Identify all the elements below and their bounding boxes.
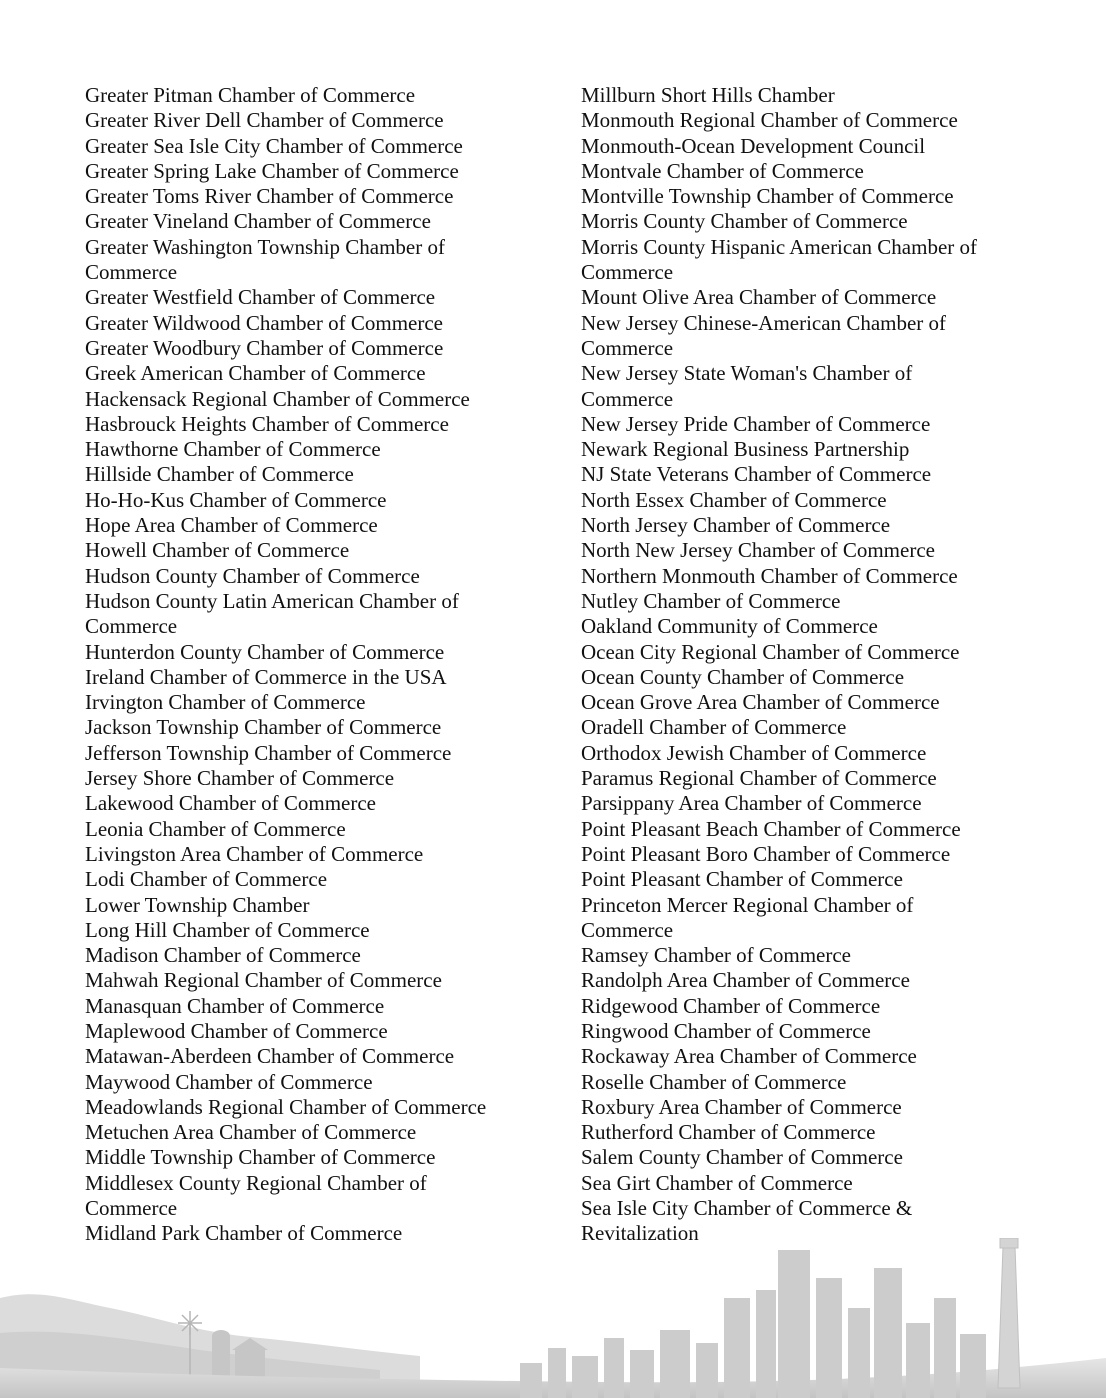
left-column-list-item: Hackensack Regional Chamber of Commerce (85, 386, 470, 411)
right-column-list-item: Roxbury Area Chamber of Commerce (581, 1094, 902, 1119)
left-column-list-item: Leonia Chamber of Commerce (85, 816, 346, 841)
right-column-list-item: New Jersey Pride Chamber of Commerce (581, 411, 931, 436)
left-column-list-item: Meadowlands Regional Chamber of Commerce (85, 1094, 487, 1119)
lighthouse-shape (998, 1238, 1020, 1388)
left-column-list-item: Midland Park Chamber of Commerce (85, 1221, 403, 1246)
right-column-list-item: Ocean County Chamber of Commerce (581, 664, 905, 689)
right-column-list-item: Parsippany Area Chamber of Commerce (581, 791, 922, 816)
right-column-list-item: New Jersey State Woman's Chamber of (581, 361, 913, 386)
left-column-list-item: Greater Woodbury Chamber of Commerce (85, 335, 444, 360)
right-column-list-item: Salem County Chamber of Commerce (581, 1145, 903, 1170)
left-column-list-item: Lodi Chamber of Commerce (85, 867, 328, 892)
landscape-skyline-illustration (0, 1238, 1106, 1398)
left-column-list-item: Hillside Chamber of Commerce (85, 462, 354, 487)
right-column-list-item: North New Jersey Chamber of Commerce (581, 538, 935, 563)
right-column-list-item: Monmouth Regional Chamber of Commerce (581, 108, 958, 133)
left-column-list-item: Ireland Chamber of Commerce in the USA (85, 664, 447, 689)
right-column-list-item: NJ State Veterans Chamber of Commerce (581, 462, 932, 487)
right-column-list-item: Point Pleasant Boro Chamber of Commerce (581, 841, 951, 866)
right-column-list-item: Roselle Chamber of Commerce (581, 1069, 847, 1094)
right-column-list-item: Randolph Area Chamber of Commerce (581, 968, 910, 993)
left-column-list-item: Hawthorne Chamber of Commerce (85, 437, 381, 462)
left-column-list-item: Jefferson Township Chamber of Commerce (85, 740, 452, 765)
left-column-list-item: Irvington Chamber of Commerce (85, 690, 366, 715)
left-column-list-item: Maywood Chamber of Commerce (85, 1069, 373, 1094)
right-column-list-item: Newark Regional Business Partnership (581, 437, 910, 462)
left-column-list-item: Greater Vineland Chamber of Commerce (85, 209, 431, 234)
right-column-list-item: Ringwood Chamber of Commerce (581, 1018, 871, 1043)
right-column-list-item: Commerce (581, 260, 674, 285)
left-column-list-item: Hudson County Chamber of Commerce (85, 563, 420, 588)
left-column-list-item: Greek American Chamber of Commerce (85, 361, 426, 386)
left-column-list-item: Hasbrouck Heights Chamber of Commerce (85, 411, 449, 436)
left-column-list-item: Middle Township Chamber of Commerce (85, 1145, 436, 1170)
left-column-list-item: Middlesex County Regional Chamber of (85, 1170, 427, 1195)
right-column-list-item: Revitalization (581, 1221, 699, 1246)
right-column-list-item: Ocean City Regional Chamber of Commerce (581, 639, 960, 664)
left-column-list-item: Manasquan Chamber of Commerce (85, 993, 385, 1018)
left-column-list-item: Greater Toms River Chamber of Commerce (85, 184, 454, 209)
left-column-list-item: Maplewood Chamber of Commerce (85, 1018, 388, 1043)
right-column-list-item: New Jersey Chinese-American Chamber of (581, 310, 947, 335)
right-column-list-item: Oakland Community of Commerce (581, 614, 878, 639)
right-column-list (581, 83, 1011, 1247)
right-column-list-item: Mount Olive Area Chamber of Commerce (581, 285, 937, 310)
left-column-list-item: Livingston Area Chamber of Commerce (85, 841, 424, 866)
left-column-list-item: Jackson Township Chamber of Commerce (85, 715, 442, 740)
right-column-list-item: Montvale Chamber of Commerce (581, 158, 864, 183)
left-column-list-item: Howell Chamber of Commerce (85, 538, 350, 563)
right-column-list-item: Morris County Hispanic American Chamber of (581, 234, 978, 259)
right-column-list-item: Nutley Chamber of Commerce (581, 588, 841, 613)
right-column-list-item: Orthodox Jewish Chamber of Commerce (581, 740, 927, 765)
city-skyline-shape (520, 1250, 986, 1398)
right-column-list-item: Monmouth-Ocean Development Council (581, 133, 926, 158)
right-column-list-item: Paramus Regional Chamber of Commerce (581, 766, 937, 791)
right-column-list-item: Ridgewood Chamber of Commerce (581, 993, 881, 1018)
right-column-list-item: Princeton Mercer Regional Chamber of (581, 892, 914, 917)
left-column-list-item: Greater Pitman Chamber of Commerce (85, 83, 416, 107)
right-column-list-item: Point Pleasant Chamber of Commerce (581, 867, 903, 892)
right-column-list-item: Commerce (581, 335, 674, 360)
left-column-list-item: Lower Township Chamber (85, 892, 310, 917)
left-column-list-item: Greater Sea Isle City Chamber of Commerce (85, 133, 463, 158)
right-column-list-item: Northern Monmouth Chamber of Commerce (581, 563, 958, 588)
right-column-list-item: Millburn Short Hills Chamber (581, 83, 835, 107)
right-column-list-item: North Jersey Chamber of Commerce (581, 513, 891, 538)
left-column-list-item: Metuchen Area Chamber of Commerce (85, 1120, 417, 1145)
left-column-list-item: Madison Chamber of Commerce (85, 943, 361, 968)
right-column-list-item: Montville Township Chamber of Commerce (581, 184, 954, 209)
right-column-list-item: Sea Girt Chamber of Commerce (581, 1170, 853, 1195)
right-column-list-item: Morris County Chamber of Commerce (581, 209, 908, 234)
left-column-list-item: Matawan-Aberdeen Chamber of Commerce (85, 1044, 455, 1069)
right-column-list-item: Ocean Grove Area Chamber of Commerce (581, 690, 940, 715)
right-column-list-item: Oradell Chamber of Commerce (581, 715, 847, 740)
left-column-list-item: Hudson County Latin American Chamber of (85, 588, 459, 613)
left-column-list-item: Hope Area Chamber of Commerce (85, 513, 378, 538)
left-column-list-item: Commerce (85, 1196, 178, 1221)
right-column-list-item: Rockaway Area Chamber of Commerce (581, 1044, 917, 1069)
right-column-list-item: Sea Isle City Chamber of Commerce & (581, 1196, 913, 1221)
right-column-list-item: Commerce (581, 386, 674, 411)
left-column-list-item: Lakewood Chamber of Commerce (85, 791, 376, 816)
left-column-list-item: Greater Wildwood Chamber of Commerce (85, 310, 443, 335)
left-column-list-item: Greater Washington Township Chamber of (85, 234, 445, 259)
left-column-list (85, 83, 515, 1247)
left-column-list-item: Long Hill Chamber of Commerce (85, 917, 370, 942)
left-column-list-item: Hunterdon County Chamber of Commerce (85, 639, 445, 664)
right-column-list-item: Point Pleasant Beach Chamber of Commerce (581, 816, 961, 841)
right-column-list-item: North Essex Chamber of Commerce (581, 487, 887, 512)
right-column-list-item: Ramsey Chamber of Commerce (581, 943, 852, 968)
left-column-list-item: Ho-Ho-Kus Chamber of Commerce (85, 487, 387, 512)
left-column-list-item: Greater Westfield Chamber of Commerce (85, 285, 436, 310)
left-column-list-item: Mahwah Regional Chamber of Commerce (85, 968, 442, 993)
left-column-list-item: Greater River Dell Chamber of Commerce (85, 108, 444, 133)
left-column-list-item: Greater Spring Lake Chamber of Commerce (85, 158, 459, 183)
right-column-list-item: Commerce (581, 917, 674, 942)
left-column-list-item: Jersey Shore Chamber of Commerce (85, 766, 395, 791)
left-column-list-item: Commerce (85, 260, 178, 285)
left-column-list-item: Commerce (85, 614, 178, 639)
right-column-list-item: Rutherford Chamber of Commerce (581, 1120, 876, 1145)
